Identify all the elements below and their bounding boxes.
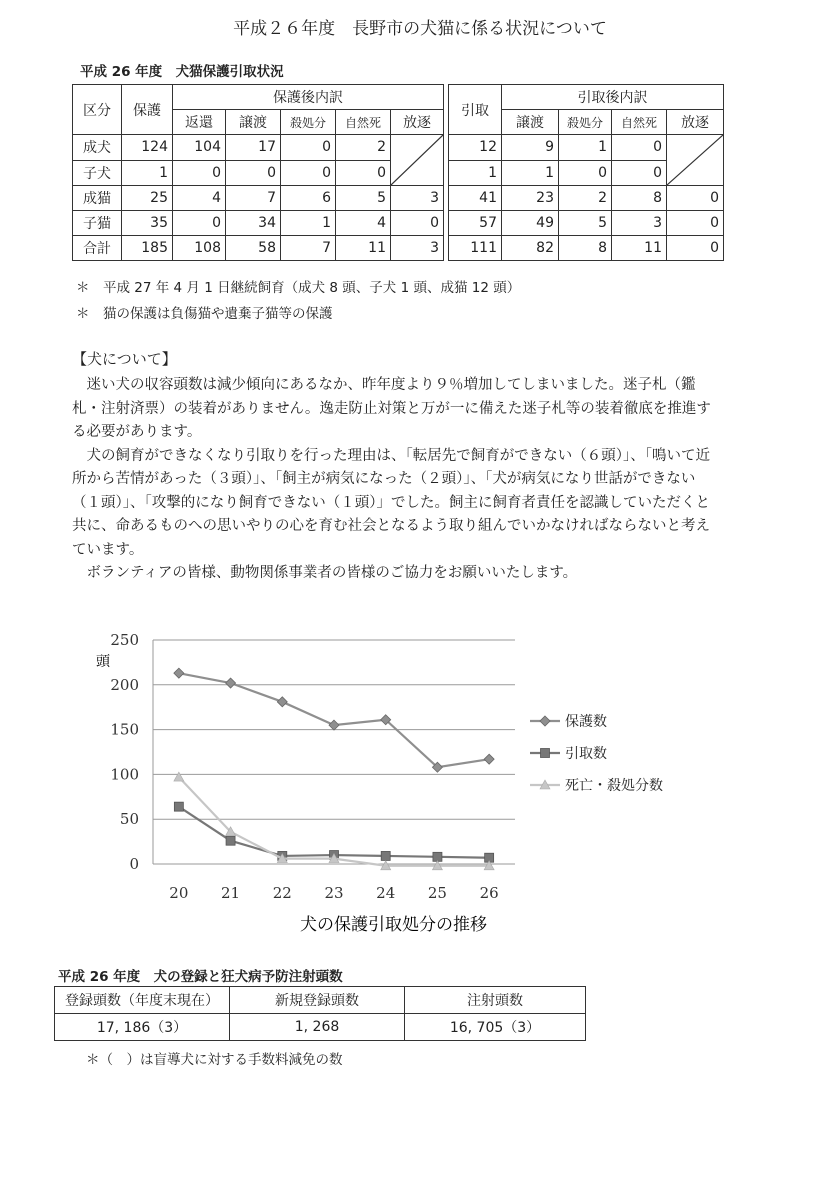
cell: 82 bbox=[502, 236, 559, 261]
header-sub: 返還 bbox=[173, 110, 226, 135]
table-row bbox=[73, 135, 724, 161]
cell: 3 bbox=[612, 211, 667, 236]
row-label: 成犬 bbox=[73, 135, 122, 161]
cell: 0 bbox=[612, 160, 667, 186]
header-sub: 自然死 bbox=[336, 110, 391, 135]
cell: 1 bbox=[122, 160, 173, 186]
cell: 8 bbox=[612, 186, 667, 211]
cell: 2 bbox=[336, 135, 391, 161]
cell: 1 bbox=[449, 160, 502, 186]
x-tick-label: 26 bbox=[479, 884, 499, 902]
diagonal-cell bbox=[667, 135, 724, 186]
header-sub: 殺処分 bbox=[559, 110, 612, 135]
cell: 9 bbox=[502, 135, 559, 161]
cell: 11 bbox=[336, 236, 391, 261]
cell: 108 bbox=[173, 236, 226, 261]
data-point bbox=[381, 851, 390, 860]
cell: 0 bbox=[559, 160, 612, 186]
value-injections: 16, 705（3） bbox=[405, 1014, 586, 1041]
cell: 41 bbox=[449, 186, 502, 211]
row-label: 成猫 bbox=[73, 186, 122, 211]
cell: 12 bbox=[449, 135, 502, 161]
chart-grid bbox=[153, 640, 515, 864]
cell: 0 bbox=[173, 160, 226, 186]
legend-label: 死亡・殺処分数 bbox=[565, 778, 663, 794]
x-tick-label: 24 bbox=[376, 884, 396, 902]
cell: 23 bbox=[502, 186, 559, 211]
row-label: 子猫 bbox=[73, 211, 122, 236]
cell: 0 bbox=[281, 160, 336, 186]
header-new: 新規登録頭数 bbox=[230, 987, 405, 1014]
cell: 0 bbox=[612, 135, 667, 161]
cell: 1 bbox=[559, 135, 612, 161]
data-point bbox=[540, 716, 550, 726]
table-row bbox=[73, 236, 724, 261]
y-tick-label: 150 bbox=[110, 720, 139, 739]
cell: 0 bbox=[336, 160, 391, 186]
chart-title: 犬の保護引取処分の推移 bbox=[300, 915, 487, 935]
x-tick-label: 22 bbox=[272, 884, 292, 902]
cell: 2 bbox=[559, 186, 612, 211]
cell: 104 bbox=[173, 135, 226, 161]
cell: 6 bbox=[281, 186, 336, 211]
legend-label: 引取数 bbox=[565, 746, 607, 762]
cell: 0 bbox=[226, 160, 281, 186]
header-sub: 譲渡 bbox=[502, 110, 559, 135]
cell: 11 bbox=[612, 236, 667, 261]
cell: 58 bbox=[226, 236, 281, 261]
header-sub: 放逐 bbox=[391, 110, 444, 135]
header-hikitori: 引取 bbox=[449, 85, 502, 135]
cell: 3 bbox=[391, 186, 444, 211]
header-sub: 譲渡 bbox=[226, 110, 281, 135]
cell: 4 bbox=[336, 211, 391, 236]
registration-table bbox=[54, 986, 586, 1041]
note-1: ＊ 平成 27 年 4 月 1 日継続飼育（成犬 8 頭、子犬 1 頭、成猫 12 頭） bbox=[76, 280, 521, 296]
cell: 17 bbox=[226, 135, 281, 161]
cell: 0 bbox=[667, 186, 724, 211]
cell: 34 bbox=[226, 211, 281, 236]
x-ticks bbox=[169, 884, 498, 902]
line-chart bbox=[90, 628, 730, 948]
cell: 5 bbox=[559, 211, 612, 236]
row-label: 子犬 bbox=[73, 160, 122, 186]
header-hikitori-uchiwake: 引取後内訳 bbox=[502, 85, 724, 110]
y-tick-label: 250 bbox=[110, 631, 139, 649]
cell: 3 bbox=[391, 236, 444, 261]
body-text bbox=[72, 374, 722, 586]
header-sub: 自然死 bbox=[612, 110, 667, 135]
table1-caption: 平成 26 年度 犬猫保護引取状況 bbox=[80, 64, 284, 80]
data-point bbox=[329, 720, 339, 730]
paragraph: 犬の飼育ができなくなり引取りを行った理由は、「転居先で飼育ができない（６頭）」、「鳴いて近所から苦情があった（３頭）」、「飼主が病気になった（２頭）」、「犬が病気になり世話ができない（１頭）」、「攻撃的になり飼育できない（１頭）」でした。飼主に飼育者責任を認識していただくと共に、命あるものへの思いやりの心を育む社会となるよう取り組んでいかなければならないと考えています。 bbox=[72, 447, 710, 558]
y-ticks bbox=[110, 631, 139, 873]
header-sub: 殺処分 bbox=[281, 110, 336, 135]
chart-series bbox=[174, 668, 494, 870]
data-point bbox=[541, 749, 550, 758]
paragraph: ボランティアの皆様、動物関係事業者の皆様のご協力をお願いいたします。 bbox=[86, 565, 578, 581]
header-hogo-uchiwake: 保護後内訳 bbox=[173, 85, 444, 110]
cell: 25 bbox=[122, 186, 173, 211]
series-line bbox=[179, 807, 489, 858]
x-tick-label: 25 bbox=[427, 884, 447, 902]
data-point bbox=[484, 754, 494, 764]
table-row bbox=[73, 186, 724, 211]
cell: 1 bbox=[502, 160, 559, 186]
value-registered: 17, 186（3） bbox=[55, 1014, 230, 1041]
data-point bbox=[277, 697, 287, 707]
chart-legend bbox=[530, 713, 663, 794]
cell: 49 bbox=[502, 211, 559, 236]
header-registered: 登録頭数（年度末現在） bbox=[55, 987, 230, 1014]
x-tick-label: 23 bbox=[324, 884, 344, 902]
header-injections: 注射頭数 bbox=[405, 987, 586, 1014]
row-label: 合計 bbox=[73, 236, 122, 261]
data-point bbox=[174, 802, 183, 811]
data-point bbox=[174, 668, 184, 678]
y-tick-label: 50 bbox=[119, 810, 139, 829]
table2-caption: 平成 26 年度 犬の登録と狂犬病予防注射頭数 bbox=[58, 969, 343, 985]
cell: 5 bbox=[336, 186, 391, 211]
cell: 111 bbox=[449, 236, 502, 261]
note-2: ＊ 猫の保護は負傷猫や遺棄子猫等の保護 bbox=[76, 306, 333, 322]
cell: 35 bbox=[122, 211, 173, 236]
value-new: 1, 268 bbox=[230, 1014, 405, 1041]
cell: 124 bbox=[122, 135, 173, 161]
legend-label: 保護数 bbox=[565, 714, 607, 730]
paragraph: 迷い犬の収容頭数は減少傾向にあるなか、昨年度より９％増加してしまいました。迷子札（鑑札・注射済票）の装着がありません。逸走防止対策と万が一に備えた迷子札等の装着徹底を推進する必要があります。 bbox=[72, 377, 711, 440]
cell: 7 bbox=[226, 186, 281, 211]
diagonal-cell bbox=[391, 135, 444, 186]
table-row bbox=[73, 211, 724, 236]
y-tick-label: 200 bbox=[110, 675, 139, 694]
cell: 4 bbox=[173, 186, 226, 211]
y-tick-label: 0 bbox=[129, 855, 139, 873]
page-title: 平成２６年度 長野市の犬猫に係る状況について bbox=[233, 19, 607, 39]
y-axis-label: 頭 bbox=[96, 654, 110, 670]
data-point bbox=[226, 836, 235, 845]
cell: 57 bbox=[449, 211, 502, 236]
header-hogo: 保護 bbox=[122, 85, 173, 135]
data-point bbox=[433, 852, 442, 861]
header-kubun: 区分 bbox=[73, 85, 122, 135]
data-point bbox=[174, 772, 184, 781]
series-triangle bbox=[174, 772, 494, 870]
x-tick-label: 20 bbox=[169, 884, 189, 902]
data-point bbox=[226, 678, 236, 688]
x-tick-label: 21 bbox=[221, 884, 241, 902]
cell: 1 bbox=[281, 211, 336, 236]
y-tick-label: 100 bbox=[110, 765, 139, 784]
table2-note: ＊（ ）は盲導犬に対する手数料減免の数 bbox=[86, 1052, 343, 1068]
section-heading: 【犬について】 bbox=[72, 350, 177, 368]
cell: 185 bbox=[122, 236, 173, 261]
cell: 0 bbox=[667, 236, 724, 261]
protection-table bbox=[72, 84, 724, 261]
cell: 0 bbox=[667, 211, 724, 236]
cell: 0 bbox=[281, 135, 336, 161]
series-diamond bbox=[174, 668, 494, 772]
cell: 0 bbox=[173, 211, 226, 236]
cell: 8 bbox=[559, 236, 612, 261]
cell: 7 bbox=[281, 236, 336, 261]
header-sub: 放逐 bbox=[667, 110, 724, 135]
cell: 0 bbox=[391, 211, 444, 236]
